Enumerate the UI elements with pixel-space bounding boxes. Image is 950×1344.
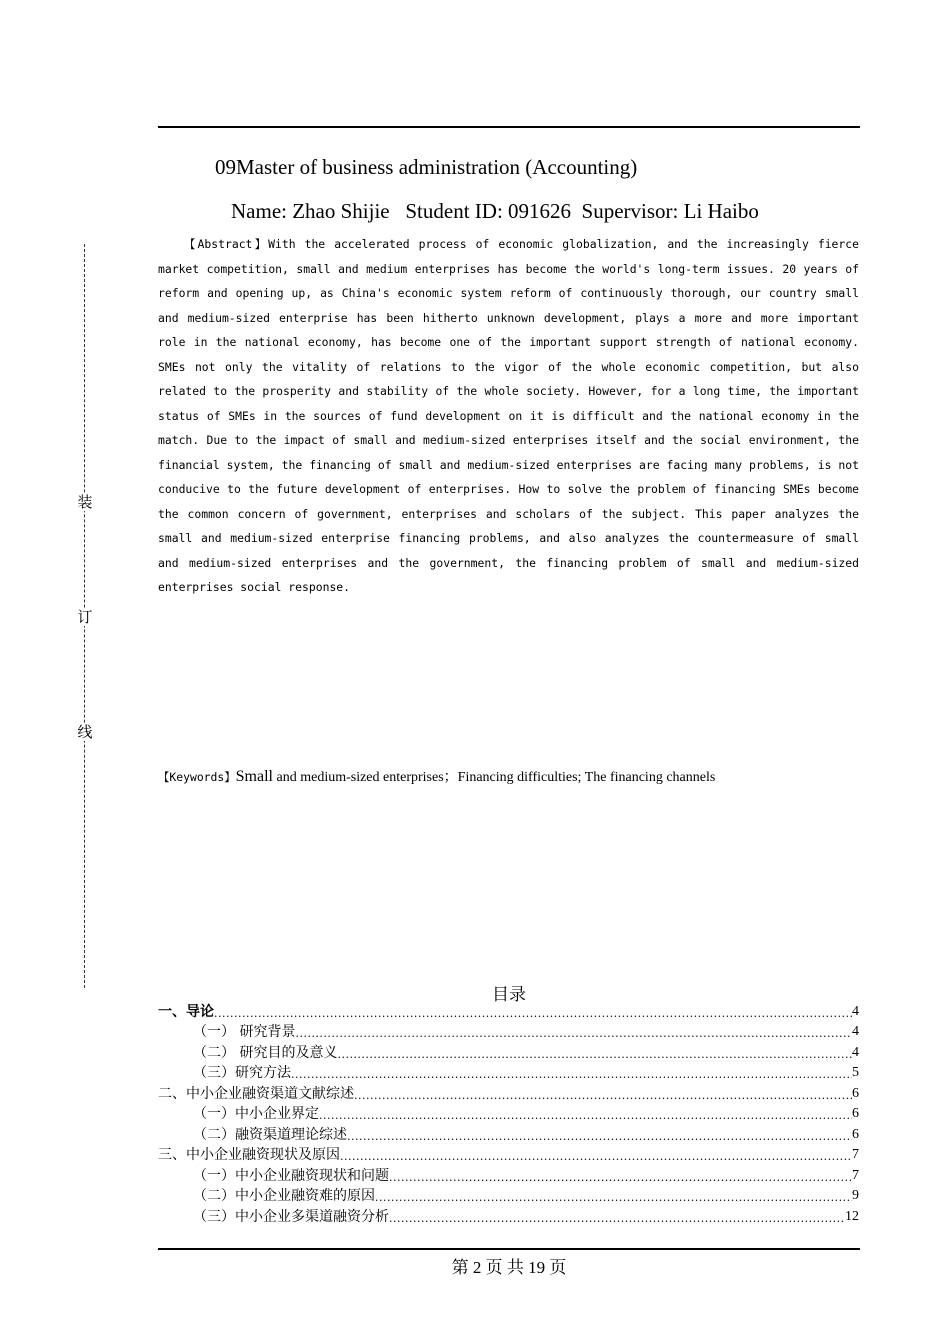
abstract-label: 【Abstract】 [184, 237, 269, 251]
top-rule [158, 126, 860, 128]
keywords-first-word: Small [235, 768, 273, 785]
toc-entry[interactable] [158, 1104, 859, 1125]
binding-char-zhuang: 装 [77, 493, 93, 511]
toc-entry-text: （二）融资渠道理论综述 [193, 1126, 347, 1143]
toc-page-number: 5 [852, 1065, 859, 1080]
toc-entry-text: 一、导论 [158, 1003, 214, 1020]
toc-entry[interactable] [158, 1042, 859, 1063]
binding-char-ding: 订 [77, 608, 93, 626]
toc-entry-text: （三）中小企业多渠道融资分析 [193, 1208, 389, 1225]
toc-entry-text: （三）研究方法 [193, 1065, 291, 1081]
table-of-contents [158, 1001, 859, 1227]
author-info-line: Name: Zhao Shijie Student ID: 091626 Supervisor: Li Haibo [231, 199, 759, 223]
toc-entry[interactable] [158, 1063, 859, 1084]
toc-entry-text: 三、中小企业融资现状及原因 [158, 1147, 340, 1163]
toc-entry[interactable] [158, 1165, 859, 1186]
toc-dot-leader [337, 1047, 852, 1063]
toc-page-number: 6 [852, 1085, 859, 1101]
page-footer: 第 2 页 共 19 页 [451, 1258, 567, 1277]
toc-dot-leader [375, 1190, 852, 1206]
toc-title: 目录 [492, 985, 526, 1005]
toc-page-number: 9 [852, 1188, 859, 1203]
toc-entry-text: （二）中小企业融资难的原因 [193, 1188, 375, 1204]
bottom-rule [158, 1248, 860, 1250]
toc-dot-leader [389, 1170, 852, 1186]
keywords-label: 【Keywords】 [158, 770, 236, 784]
toc-dot-leader [291, 1067, 852, 1083]
abstract-paragraph [158, 232, 859, 600]
toc-entry[interactable] [158, 1206, 859, 1227]
toc-page-number: 4 [852, 1044, 859, 1060]
toc-page-number: 4 [852, 1003, 859, 1019]
toc-dot-leader [347, 1129, 852, 1145]
toc-entry[interactable] [158, 1083, 859, 1104]
toc-dot-leader [319, 1108, 852, 1124]
toc-page-number: 6 [852, 1106, 859, 1121]
toc-dot-leader [214, 1006, 852, 1022]
toc-entry[interactable] [158, 1022, 859, 1043]
toc-entry-text: （一）中小企业界定 [193, 1106, 319, 1122]
toc-dot-leader [295, 1026, 852, 1042]
toc-page-number: 4 [852, 1024, 859, 1039]
toc-entry[interactable] [158, 1145, 859, 1166]
toc-dot-leader [389, 1211, 845, 1227]
abstract-text: With the accelerated process of economic globalization, and the increasingly fierce market competition, small and medium enterprises has become the world's long-term issues. 20 years of reform and opening up, as China's economic system reform of continuously thorough, our country small and medium-sized enterprise has been hitherto unknown development, plays a more and more important role in the national economy, has become one of the important support strength of national economy. SMEs not only the vitality of relations to the vigor of the whole economic competition, but also related to the prosperity and stability of the whole society. However, for a long time, the important status of SMEs in the sources of fund development on it is difficult and the national economy in the match. Due to the impact of small and medium-sized enterprises itself and the social environment, the financial system, the financing of small and medium-sized enterprises are facing many problems, is not conducive to the future development of enterprises. How to solve the problem of financing SMEs become the common concern of government, enterprises and scholars of the subject. This paper analyzes the small and medium-sized enterprise financing problems, and also analyzes the countermeasure of small and medium-sized enterprises and the government, the financing problem of small and medium-sized enterprises social response. [158, 237, 859, 594]
degree-title: 09Master of business administration (Accounting) [215, 155, 638, 179]
toc-dot-leader [340, 1149, 852, 1165]
keywords-line [158, 766, 715, 786]
toc-entry[interactable] [158, 1001, 859, 1022]
toc-entry[interactable] [158, 1186, 859, 1207]
toc-page-number: 12 [845, 1208, 859, 1224]
toc-entry[interactable] [158, 1124, 859, 1145]
toc-dot-leader [354, 1088, 852, 1104]
toc-entry-text: （一）中小企业融资现状和问题 [193, 1167, 389, 1184]
toc-entry-text: （一） 研究背景 [193, 1024, 296, 1040]
toc-page-number: 7 [852, 1167, 859, 1183]
toc-page-number: 7 [852, 1147, 859, 1162]
toc-page-number: 6 [852, 1126, 859, 1142]
keywords-text: and medium-sized enterprises；Financing difficulties; The financing channels [273, 770, 716, 785]
binding-char-xian: 线 [77, 723, 93, 741]
toc-entry-text: （二） 研究目的及意义 [193, 1044, 338, 1061]
toc-entry-text: 二、中小企业融资渠道文献综述 [158, 1085, 354, 1102]
